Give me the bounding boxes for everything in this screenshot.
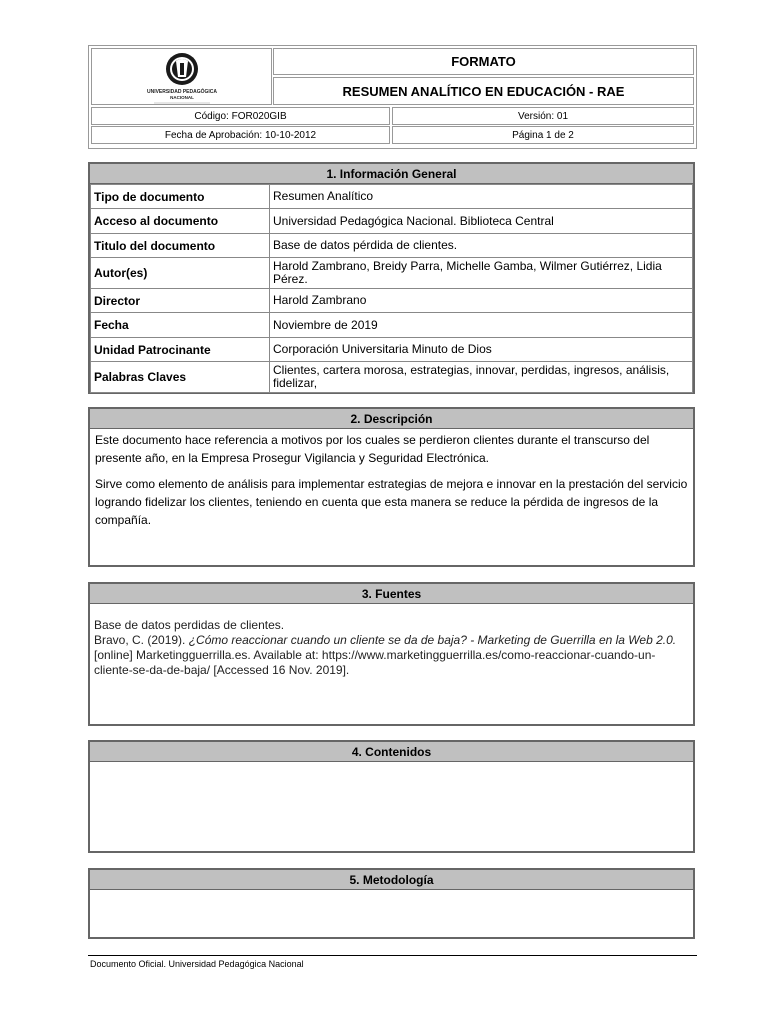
table-row [91,209,693,234]
sources-section [88,582,695,726]
table-row [91,362,693,393]
footer-text: Documento Oficial. Universidad Pedagógica Nacional [90,959,304,969]
svg-text:UNIVERSIDAD PEDAGÓGICA: UNIVERSIDAD PEDAGÓGICA [146,89,218,95]
table-row [91,313,693,338]
row-value: Resumen Analítico [270,185,693,209]
section-title: 1. Información General [90,164,693,184]
row-value: Clientes, cartera morosa, estrategias, innovar, perdidas, ingresos, análisis, fidelizar, [270,362,693,393]
row-value: Noviembre de 2019 [270,313,693,338]
sources-body [90,604,693,678]
format-label: FORMATO [273,48,694,75]
general-info-table [90,184,693,393]
general-info-section [88,162,695,394]
table-row [91,289,693,313]
table-row [91,258,693,289]
description-paragraph: Sirve como elemento de análisis para implementar estrategias de mejora e innovar en la prestación del servicio logrando fidelizar los clientes, teniendo en cuenta que esta manera se reduce la pérdida de ingresos de la compañía. [95,477,688,527]
approval-date-field: Fecha de Aprobación: 10-10-2012 [91,126,390,144]
row-label: Palabras Claves [91,362,270,393]
contents-section [88,740,695,853]
version-field: Versión: 01 [392,107,694,125]
section-title: 4. Contenidos [90,742,693,762]
university-logo [91,48,272,105]
row-label: Titulo del documento [91,234,270,258]
row-label: Unidad Patrocinante [91,338,270,362]
row-value: Universidad Pedagógica Nacional. Biblioteca Central [270,209,693,234]
section-title: 5. Metodología [90,870,693,890]
document-title: RESUMEN ANALÍTICO EN EDUCACIÓN - RAE [273,77,694,105]
table-row [91,338,693,362]
table-row [91,234,693,258]
description-body [90,429,693,539]
description-paragraph: Este documento hace referencia a motivos por los cuales se perdieron clientes durante el transcurso del presente año, en la Empresa Prosegur Vigilancia y Seguridad Electrónica. [95,433,650,465]
page-number-field: Página 1 de 2 [392,126,694,144]
code-field: Código: FOR020GIB [91,107,390,125]
methodology-section [88,868,695,939]
row-value: Base de datos pérdida de clientes. [270,234,693,258]
section-title: 2. Descripción [90,409,693,429]
row-label: Fecha [91,313,270,338]
table-row [91,185,693,209]
document-header [88,45,697,149]
row-label: Autor(es) [91,258,270,289]
svg-text:NACIONAL: NACIONAL [170,95,194,100]
row-label: Director [91,289,270,313]
row-value: Corporación Universitaria Minuto de Dios [270,338,693,362]
description-section [88,407,695,567]
reference-title: ¿Cómo reaccionar cuando un cliente se da de baja? - Marketing de Guerrilla en la Web 2.0. [188,633,677,647]
reference-author: Bravo, C. (2019). [94,633,189,647]
row-label: Tipo de documento [91,185,270,209]
source-reference [94,633,689,678]
row-value: Harold Zambrano, Breidy Parra, Michelle Gamba, Wilmer Gutiérrez, Lidia Pérez. [270,258,693,289]
reference-details: [online] Marketingguerrilla.es. Available at: https://www.marketingguerrilla.es/como-reaccionar-cuando-un-cliente-se-da-de-baja/ [Accessed 16 Nov. 2019]. [94,648,656,677]
source-line: Base de datos perdidas de clientes. [94,618,285,632]
section-title: 3. Fuentes [90,584,693,604]
footer-divider [88,955,697,956]
row-label: Acceso al documento [91,209,270,234]
row-value: Harold Zambrano [270,289,693,313]
